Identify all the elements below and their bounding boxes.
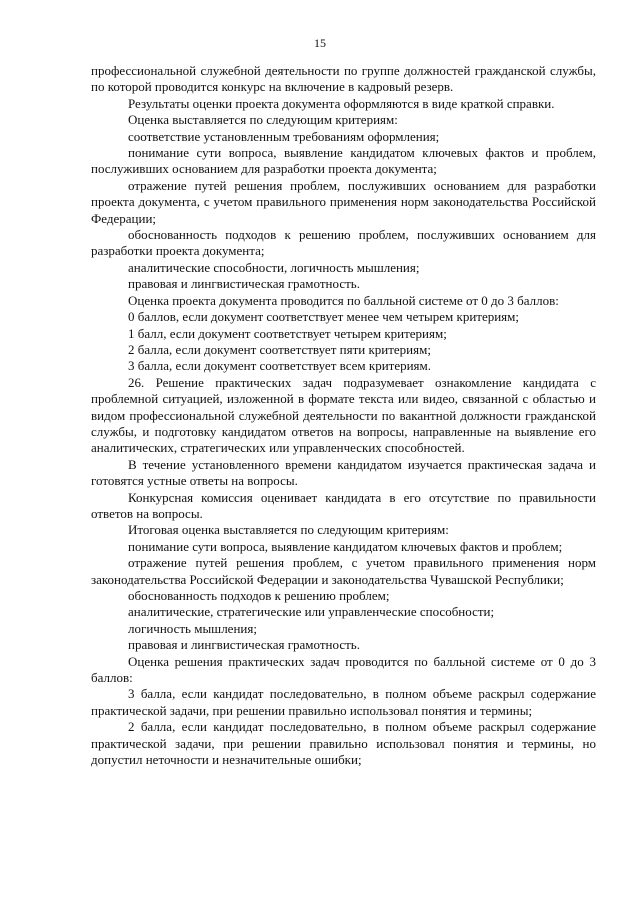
paragraph: Оценка выставляется по следующим критериям: xyxy=(128,112,398,128)
paragraph: профессиональной служебной деятельности по группе должностей гражданской службы, по которой проводится конкурс на включение в кадровый резерв. xyxy=(91,63,596,95)
paragraph: В течение установленного времени кандидатом изучается практическая задача и готовятся устные ответы на вопросы. xyxy=(91,456,596,489)
paragraph: логичность мышления; xyxy=(128,620,257,636)
paragraph: понимание сути вопроса, выявление кандидатом ключевых фактов и проблем, послуживших основанием для разработки проекта документа; xyxy=(91,145,596,177)
paragraph: аналитические способности, логичность мышления; xyxy=(128,259,420,275)
paragraph: отражение путей решения проблем, послуживших основанием для разработки проекта документа, с учетом правильного применения норм законодательства Российской Федерации; xyxy=(91,177,596,226)
paragraph: 1 балл, если документ соответствует четырем критериям; xyxy=(128,325,447,341)
paragraph: правовая и лингвистическая грамотность. xyxy=(128,276,360,292)
paragraph: понимание сути вопроса, выявление кандидатом ключевых фактов и проблем; xyxy=(128,538,563,554)
paragraph: правовая и лингвистическая грамотность. xyxy=(128,637,360,653)
paragraph: 26. Решение практических задач подразумевает ознакомление кандидата с проблемной ситуацией, изложенной в формате текста или видео, связанной с областью и видом профессиональной служебной деятельности по вакантной должности гражданской службы, и подготовку кандидатом ответов на вопросы, направленные на выявление его аналитических, стратегических или управленческих способностей. xyxy=(91,374,596,456)
paragraph: 2 балла, если документ соответствует пяти критериям; xyxy=(128,341,431,357)
paragraph: 3 балла, если кандидат последовательно, в полном объеме раскрыл содержание практической задачи, при решении правильно использовал понятия и термины; xyxy=(91,686,596,718)
paragraph: Конкурсная комиссия оценивает кандидата в его отсутствие по правильности ответов на вопросы. xyxy=(91,489,596,521)
paragraph: отражение путей решения проблем, с учетом правильного применения норм законодательства Российской Федерации и законодательства Чувашской Республики; xyxy=(91,555,596,587)
paragraph: соответствие установленным требованиям оформления; xyxy=(128,128,440,144)
document-body xyxy=(91,63,596,768)
paragraph: обоснованность подходов к решению проблем, послуживших основанием для разработки проекта документа; xyxy=(91,227,596,259)
paragraph: аналитические, стратегические или управленческие способности; xyxy=(128,604,495,620)
paragraph: 0 баллов, если документ соответствует менее чем четырем критериям; xyxy=(128,309,520,325)
paragraph: Результаты оценки проекта документа оформляются в виде краткой справки. xyxy=(128,95,555,111)
paragraph: Оценка решения практических задач проводится по балльной системе от 0 до 3 баллов: xyxy=(91,653,596,686)
paragraph: 2 балла, если кандидат последовательно, в полном объеме раскрыл содержание практической задачи, при решении правильно использовал понятия и термины, но допустил неточности и незначительные ошибки; xyxy=(91,719,596,768)
page-number: 15 xyxy=(314,36,326,50)
paragraph: Итоговая оценка выставляется по следующим критериям: xyxy=(128,522,449,538)
paragraph: Оценка проекта документа проводится по балльной системе от 0 до 3 баллов: xyxy=(128,292,559,308)
paragraph: 3 балла, если документ соответствует всем критериям. xyxy=(128,358,432,374)
paragraph: обоснованность подходов к решению проблем; xyxy=(128,588,390,603)
